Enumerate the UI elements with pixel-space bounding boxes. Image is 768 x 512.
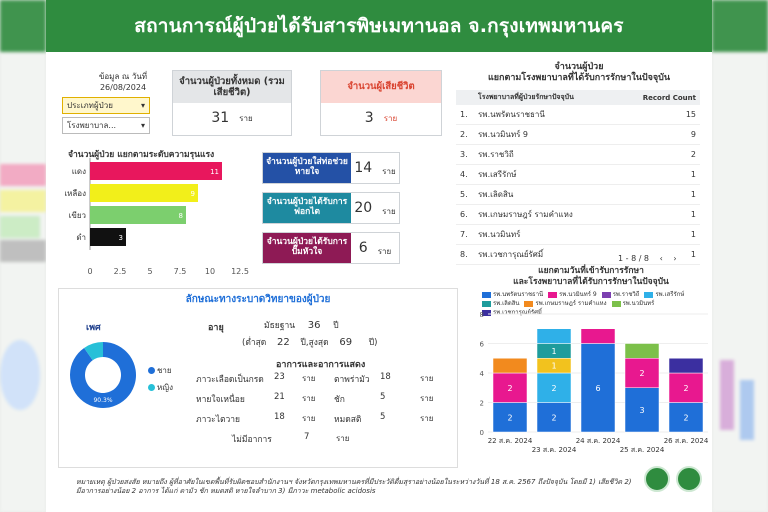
x-tick-label: 23 ส.ค. 2024 [531,446,577,454]
median-unit: ปี [333,321,339,331]
age-min: 22 [277,337,290,348]
table-row[interactable] [456,105,700,125]
severity-bar-value: 11 [210,168,219,176]
row-index: 8. [456,245,474,265]
legend-item [602,290,640,299]
kpi-label: จำนวนผู้ป่วยได้รับการปั๊มหัวใจ [263,233,351,263]
x-tick-label: 22 ส.ค. 2024 [487,437,533,445]
y-tick-label: 4 [479,370,484,378]
severity-category-label: เขียว [68,211,86,220]
epi-title: ลักษณะทางระบาดวิทยาของผู้ป่วย [185,294,331,305]
symptom-value: 7 [304,432,310,442]
symptom-unit: ราย [336,434,350,443]
sex-label: เพศ [86,323,101,333]
row-index: 5. [456,185,474,205]
symptom-value: 21 [274,392,285,402]
table-row[interactable] [456,125,700,145]
kpi-value: 6 [358,240,368,256]
row-hospital-name: รพ.เกษมราษฎร์ รามคำแหง [474,205,616,225]
row-index: 3. [456,145,474,165]
y-tick-label: 6 [479,340,484,349]
legend-item [482,299,519,308]
table-col-hospital[interactable]: โรงพยาบาลที่ผู้ป่วยรักษาปัจจุบัน [474,90,616,105]
row-hospital-name: รพ.เลิดสิน [474,185,616,205]
daily-chart [466,308,712,468]
legend-swatch [612,301,621,307]
row-count: 9 [616,125,700,145]
kpi-value: 20 [354,200,373,216]
sex-pie-chart [68,340,138,410]
footnote: หมายเหตุ ผู้ป่วยสงสัย หมายถึง ผู้ที่อาศัยในเขตพื้นที่รับผิดชอบสำนักงานฯ จังหวัดกรุงเทพมหานครที่มีประวัติดื่มสุราอย่างน้อยในระหว่างวันที่ 18 ส.ค. 2567 ถึงปัจจุบัน โดยมี 1) เสียชีวิต 2) มีอาการอย่างน้อย 2 อาการ ได้แก่ ตามัว ชัก หมดสติ หายใจลำบาก 3) มีภาวะ metabolic acidosis [76,478,632,496]
severity-category-label: ดำ [76,233,86,242]
segment-label: 2 [639,369,645,378]
deaths-label: จำนวนผู้เสียชีวิต [321,71,441,103]
symptom-unit: ราย [302,414,316,423]
deaths-unit: ราย [383,113,398,123]
severity-bar [90,162,222,180]
stack-segment [493,358,527,373]
row-hospital-name: รพ.ราชวิถี [474,145,616,165]
row-hospital-name: รพ.นพรัตนราชธานี [474,105,616,125]
chevron-left-icon[interactable]: ‹ [659,254,663,263]
y-tick-label: 0 [479,429,484,437]
table-row[interactable] [456,145,700,165]
x-tick-label: 26 ส.ค. 2024 [663,437,709,445]
row-index: 7. [456,225,474,245]
legend-label: รพ.นวมินทร์ 9 [559,291,597,298]
legend-swatch [602,292,611,298]
row-count: 1 [616,245,700,265]
segment-label: 2 [551,383,557,393]
total-unit: ราย [239,113,253,123]
legend-swatch [548,292,557,298]
symptom-name: ภาวะเลือดเป็นกรด [196,375,264,385]
kpi-label: จำนวนผู้ป่วยใส่ท่อช่วยหายใจ [263,153,351,183]
row-hospital-name: รพ.นวมินทร์ [474,225,616,245]
age-label: อายุ [208,323,224,333]
row-count: 1 [616,225,700,245]
severity-bar-value: 3 [118,234,123,242]
row-count: 1 [616,205,700,225]
row-index: 1. [456,105,474,125]
age-range-row [242,335,377,349]
total-label: จำนวนผู้ป่วยทั้งหมด (รวมเสียชีวิต) [173,71,291,103]
pager-text: 1 - 8 / 8 [618,254,650,263]
segment-label: 2 [683,413,689,423]
symptom-value: 18 [380,372,391,382]
symptom-unit: ราย [420,394,434,403]
kpi-value-box [351,233,399,263]
row-index: 4. [456,165,474,185]
kpi-card [262,152,400,184]
age-max: 69 [339,337,353,348]
severity-x-tick: 0 [87,267,93,276]
chevron-down-icon: ▾ [140,101,145,110]
table-row[interactable] [456,225,700,245]
median-value: 36 [307,320,321,331]
row-index: 2. [456,125,474,145]
legend-label: รพ.เวชการุณย์รัศมิ์ [493,309,542,316]
median-label: มัธยฐาน [264,321,296,331]
legend-item [612,299,655,308]
date-value: 26/08/2024 [99,83,147,92]
segment-label: 6 [595,383,601,393]
female-label: หญิง [157,383,173,392]
page-title: สถานการณ์ผู้ป่วยได้รับสารพิษเมทานอล จ.กรุงเทพมหานคร [46,0,712,52]
table-pager [618,254,677,263]
deaths-value: 3 [364,110,374,126]
segment-label: 2 [551,413,557,423]
dept-logo-2 [676,466,702,492]
stack-segment [669,358,703,373]
legend-swatch [482,292,491,298]
segment-label: 3 [639,405,645,415]
severity-x-tick: 12.5 [231,267,249,276]
row-count: 15 [616,105,700,125]
x-tick-label: 24 ส.ค. 2024 [575,437,621,445]
kpi-value: 14 [354,160,373,176]
row-count: 2 [616,145,700,165]
chevron-right-icon[interactable]: › [673,254,677,263]
legend-label: รพ.เกษมราษฎร์ รามคำแหง [535,300,607,307]
age-median-row [264,318,339,332]
sex-legend [148,364,173,394]
hospital-table [456,90,700,265]
legend-label: รพ.ราชวิถี [612,291,640,298]
table-col-index [456,90,474,105]
kpi-unit: ราย [382,206,396,216]
segment-label: 2 [507,413,513,423]
male-chip [148,367,155,374]
table-col-count[interactable]: Record Count [616,90,700,105]
stack-segment [537,329,571,344]
symptom-value: 5 [380,412,386,422]
symptom-unit: ราย [420,414,434,423]
legend-swatch [644,292,653,298]
hospital-filter-label: โรงพยาบาล... [67,121,117,130]
row-count: 1 [616,165,700,185]
date-label: ข้อมูล ณ วันที่ [98,72,148,81]
kpi-unit: ราย [382,166,396,176]
symptom-value: 23 [274,372,285,382]
dept-logo-1 [644,466,670,492]
legend-item [482,290,543,299]
background-right-panel [712,0,768,512]
row-index: 6. [456,205,474,225]
severity-bar [90,206,186,224]
kpi-label: จำนวนผู้ป่วยได้รับการฟอกไต [263,193,351,223]
severity-bar-value: 9 [190,190,195,198]
severity-x-tick: 5 [147,267,153,276]
row-count: 1 [616,185,700,205]
x-tick-label: 25 ส.ค. 2024 [619,446,665,454]
severity-bar-value: 8 [178,212,183,220]
patient-type-label: ประเภทผู้ป่วย [67,101,113,110]
range-close: ปี) [368,338,378,348]
row-hospital-name: รพ.นวมินทร์ 9 [474,125,616,145]
segment-label: 2 [507,383,513,393]
legend-label: รพ.เลิดสิน [493,300,520,307]
background-left-panel [0,0,46,512]
legend-swatch [482,301,491,307]
range-open: (ต่ำสุด [242,338,267,348]
symptom-name: ชัก [334,395,345,405]
total-patients-card [172,70,292,136]
severity-x-tick: 2.5 [113,267,127,276]
symptom-name: ภาวะไตวาย [196,415,241,425]
date-block [88,70,158,92]
symptoms-title: อาการและอาการแสดง [276,360,366,370]
segment-label: 2 [683,383,689,393]
segment-label: 1 [551,346,557,356]
legend-item [548,290,597,299]
severity-category-label: เหลือง [64,189,86,198]
table-row[interactable] [456,165,700,185]
segment-label: 1 [551,361,557,371]
stack-segment [625,344,659,359]
legend-label: รพ.นพรัตนราชธานี [493,291,544,298]
legend-label: รพ.เสรีรักษ์ [655,291,685,298]
kpi-value-box [351,153,399,183]
symptom-value: 18 [274,412,285,422]
kpi-value-box [351,193,399,223]
symptom-unit: ราย [420,374,434,383]
symptom-unit: ราย [302,374,316,383]
symptom-unit: ราย [302,394,316,403]
severity-chart-title: จำนวนผู้ป่วย แยกตามระดับความรุนแรง [68,150,215,160]
row-hospital-name: รพ.เวชการุณย์รัศมิ์ [474,245,616,265]
hospital-dropdown[interactable] [62,117,150,134]
legend-label: รพ.นวมินทร์ [622,300,655,307]
chevron-down-icon: ▾ [140,121,145,130]
symptom-name: ตาพร่ามัว [334,375,370,385]
female-chip [148,384,155,391]
row-hospital-name: รพ.เสรีรักษ์ [474,165,616,185]
table-row[interactable] [456,205,700,225]
daily-chart-title: แยกตามวันที่เข้ารับการรักษา และโรงพยาบาลที่ได้รับการรักษาในปัจจุบัน [513,266,669,287]
table-row[interactable] [456,185,700,205]
kpi-card [262,232,400,264]
dashboard [46,0,712,512]
kpi-unit: ราย [377,246,392,256]
symptom-name: ไม่มีอาการ [232,435,272,445]
symptom-value: 5 [380,392,386,402]
symptom-name: หายใจเหนื่อย [196,395,245,405]
deaths-card [320,70,442,136]
legend-swatch [524,301,533,307]
legend-item [524,299,606,308]
y-tick-label: 2 [479,399,484,408]
pie-percent-label: 90.3% [93,397,113,404]
hospital-table-title: จำนวนผู้ป่วย แยกตามโรงพยาบาลที่ได้รับการรักษาในปัจจุบัน [487,62,671,84]
severity-bar [90,184,198,202]
severity-x-tick: 7.5 [173,267,187,276]
range-mid: ปี,สูงสุด [300,338,329,348]
severity-category-label: แดง [71,167,86,176]
symptom-name: หมดสติ [334,415,362,425]
patient-type-dropdown[interactable] [62,97,150,114]
kpi-card [262,192,400,224]
y-tick-label: 8 [479,311,484,319]
severity-x-tick: 10 [204,267,216,276]
total-value: 31 [211,110,230,126]
legend-item [644,290,684,299]
table-header-row [456,90,700,105]
severity-chart [56,158,256,278]
stack-segment [581,329,615,344]
male-label: ชาย [157,366,172,375]
